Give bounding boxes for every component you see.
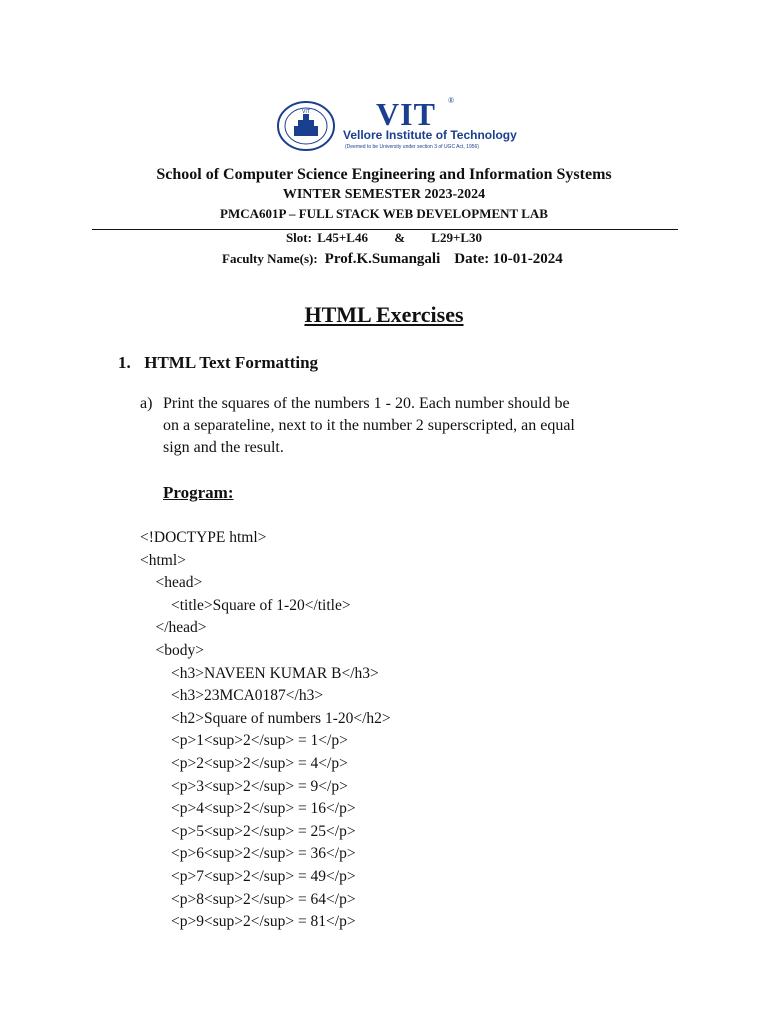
code-line: <p>3<sup>2</sup> = 9</p> bbox=[140, 777, 348, 795]
course-title: PMCA601P – FULL STACK WEB DEVELOPMENT LAB bbox=[220, 206, 548, 221]
faculty-name: Prof.K.Sumangali bbox=[324, 251, 441, 267]
section-heading bbox=[118, 353, 318, 373]
section-title: HTML Text Formatting bbox=[144, 353, 319, 372]
vit-logo bbox=[276, 96, 517, 156]
seal-text: VIT bbox=[302, 109, 310, 115]
exercise-text bbox=[163, 393, 643, 459]
code-line: <p>9<sup>2</sup> = 81</p> bbox=[140, 913, 356, 931]
exercise-line: sign and the result. bbox=[163, 439, 284, 456]
vit-seal-icon bbox=[276, 100, 336, 152]
code-line: <p>4<sup>2</sup> = 16</p> bbox=[140, 800, 356, 818]
exercise-line: on a separateline, next to it the number 2 superscripted, an equal bbox=[163, 417, 575, 434]
code-line: <!DOCTYPE html> bbox=[140, 529, 267, 546]
date-value: 10-01-2024 bbox=[492, 251, 563, 267]
code-line: <h2>Square of numbers 1-20</h2> bbox=[140, 709, 391, 727]
code-line: <p>1<sup>2</sup> = 1</p> bbox=[140, 732, 348, 750]
code-line: <p>2<sup>2</sup> = 4</p> bbox=[140, 754, 348, 772]
code-line: <p>6<sup>2</sup> = 36</p> bbox=[140, 845, 356, 863]
code-listing bbox=[140, 527, 391, 934]
code-line: <h3>23MCA0187</h3> bbox=[140, 687, 324, 705]
institute-name: Vellore Institute of Technology bbox=[343, 128, 517, 142]
code-line: <p>7<sup>2</sup> = 49</p> bbox=[140, 867, 356, 885]
program-label: Program: bbox=[163, 483, 234, 502]
code-line: <h3>NAVEEN KUMAR B</h3> bbox=[140, 664, 379, 682]
faculty-line bbox=[222, 251, 563, 268]
exercise-marker: a) bbox=[140, 395, 153, 412]
code-line: <head> bbox=[140, 574, 203, 592]
deemed-note: (Deemed to be University under section 3 of UGC Act, 1956) bbox=[345, 144, 479, 150]
exercise-line: Print the squares of the numbers 1 - 20. Each number should be bbox=[163, 395, 570, 412]
page-title: HTML Exercises bbox=[304, 302, 464, 327]
registered-mark: ® bbox=[448, 96, 455, 105]
code-line: <html> bbox=[140, 551, 186, 569]
code-line: <p>8<sup>2</sup> = 64</p> bbox=[140, 890, 356, 908]
code-line: </head> bbox=[140, 619, 207, 637]
code-line: <p>5<sup>2</sup> = 25</p> bbox=[140, 822, 356, 840]
semester: WINTER SEMESTER 2023-2024 bbox=[282, 187, 486, 202]
faculty-label: Faculty Name(s): bbox=[222, 251, 318, 266]
section-number: 1. bbox=[118, 353, 131, 372]
code-line: <title>Square of 1-20</title> bbox=[140, 596, 351, 614]
date-label: Date: bbox=[454, 251, 490, 267]
vit-wordmark: VIT bbox=[376, 96, 436, 132]
code-line: <body> bbox=[140, 641, 204, 659]
slot-info: Slot: L45+L46 & L29+L30 bbox=[285, 230, 483, 245]
school-name: School of Computer Science Engineering and Information Systems bbox=[156, 166, 612, 183]
